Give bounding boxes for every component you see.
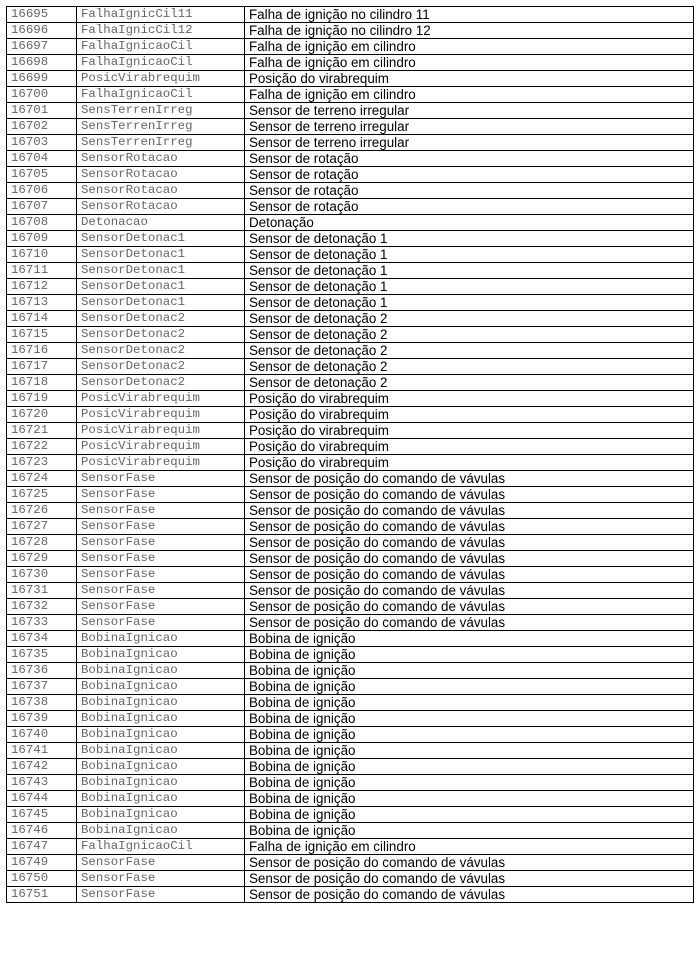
fault-description-cell: Bobina de ignição	[245, 807, 694, 823]
table-row	[7, 279, 694, 295]
table-row	[7, 775, 694, 791]
table-row	[7, 71, 694, 87]
fault-name-cell: FalhaIgnicaoCil	[77, 87, 245, 103]
fault-description-cell: Bobina de ignição	[245, 759, 694, 775]
fault-code-cell: 16719	[7, 391, 77, 407]
table-row	[7, 375, 694, 391]
fault-name-cell: SensorDetonac2	[77, 375, 245, 391]
fault-description-cell: Sensor de detonação 1	[245, 247, 694, 263]
fault-description-cell: Bobina de ignição	[245, 711, 694, 727]
fault-code-cell: 16710	[7, 247, 77, 263]
fault-name-cell: BobinaIgnicao	[77, 647, 245, 663]
fault-description-cell: Bobina de ignição	[245, 695, 694, 711]
table-row	[7, 151, 694, 167]
fault-name-cell: SensorFase	[77, 855, 245, 871]
table-row	[7, 471, 694, 487]
fault-code-cell: 16727	[7, 519, 77, 535]
fault-description-cell: Falha de ignição no cilindro 12	[245, 23, 694, 39]
table-row	[7, 759, 694, 775]
table-row	[7, 743, 694, 759]
fault-description-cell: Sensor de detonação 2	[245, 375, 694, 391]
fault-name-cell: PosicVirabrequim	[77, 407, 245, 423]
fault-code-cell: 16701	[7, 103, 77, 119]
table-row	[7, 679, 694, 695]
fault-description-cell: Sensor de posição do comando de vávulas	[245, 519, 694, 535]
fault-code-cell: 16741	[7, 743, 77, 759]
fault-name-cell: FalhaIgnicaoCil	[77, 839, 245, 855]
fault-name-cell: SensorFase	[77, 551, 245, 567]
fault-name-cell: SensorFase	[77, 871, 245, 887]
fault-name-cell: SensorDetonac1	[77, 231, 245, 247]
table-row	[7, 359, 694, 375]
table-row	[7, 439, 694, 455]
fault-code-cell: 16732	[7, 599, 77, 615]
fault-name-cell: PosicVirabrequim	[77, 455, 245, 471]
fault-name-cell: SensorFase	[77, 887, 245, 903]
fault-name-cell: SensorDetonac1	[77, 247, 245, 263]
fault-code-cell: 16697	[7, 39, 77, 55]
fault-description-cell: Sensor de rotação	[245, 183, 694, 199]
fault-name-cell: SensorRotacao	[77, 199, 245, 215]
fault-description-cell: Posição do virabrequim	[245, 439, 694, 455]
fault-name-cell: PosicVirabrequim	[77, 439, 245, 455]
fault-description-cell: Bobina de ignição	[245, 743, 694, 759]
table-row	[7, 391, 694, 407]
table-row	[7, 487, 694, 503]
fault-description-cell: Bobina de ignição	[245, 679, 694, 695]
fault-code-cell: 16744	[7, 791, 77, 807]
fault-code-cell: 16747	[7, 839, 77, 855]
fault-name-cell: BobinaIgnicao	[77, 663, 245, 679]
fault-description-cell: Bobina de ignição	[245, 791, 694, 807]
table-row	[7, 343, 694, 359]
fault-code-cell: 16749	[7, 855, 77, 871]
fault-description-cell: Sensor de rotação	[245, 167, 694, 183]
fault-description-cell: Sensor de detonação 2	[245, 327, 694, 343]
fault-name-cell: FalhaIgnicCil11	[77, 7, 245, 23]
fault-name-cell: SensTerrenIrreg	[77, 135, 245, 151]
table-row	[7, 807, 694, 823]
fault-description-cell: Bobina de ignição	[245, 647, 694, 663]
fault-code-cell: 16730	[7, 567, 77, 583]
table-row	[7, 295, 694, 311]
fault-code-cell: 16726	[7, 503, 77, 519]
fault-name-cell: Detonacao	[77, 215, 245, 231]
fault-name-cell: SensorRotacao	[77, 167, 245, 183]
fault-description-cell: Falha de ignição em cilindro	[245, 39, 694, 55]
table-row	[7, 55, 694, 71]
fault-name-cell: SensorDetonac2	[77, 311, 245, 327]
fault-description-cell: Falha de ignição no cilindro 11	[245, 7, 694, 23]
fault-code-cell: 16707	[7, 199, 77, 215]
fault-description-cell: Sensor de posição do comando de vávulas	[245, 887, 694, 903]
table-row	[7, 247, 694, 263]
fault-name-cell: BobinaIgnicao	[77, 743, 245, 759]
fault-description-cell: Bobina de ignição	[245, 663, 694, 679]
fault-description-cell: Sensor de rotação	[245, 151, 694, 167]
table-row	[7, 599, 694, 615]
fault-name-cell: BobinaIgnicao	[77, 823, 245, 839]
fault-description-cell: Posição do virabrequim	[245, 455, 694, 471]
fault-name-cell: SensorFase	[77, 567, 245, 583]
fault-name-cell: BobinaIgnicao	[77, 631, 245, 647]
fault-code-rows	[7, 7, 694, 903]
fault-code-cell: 16698	[7, 55, 77, 71]
table-row	[7, 7, 694, 23]
table-row	[7, 615, 694, 631]
table-row	[7, 887, 694, 903]
fault-code-cell: 16703	[7, 135, 77, 151]
fault-name-cell: SensorFase	[77, 487, 245, 503]
fault-description-cell: Sensor de rotação	[245, 199, 694, 215]
table-row	[7, 23, 694, 39]
fault-code-cell: 16708	[7, 215, 77, 231]
fault-name-cell: BobinaIgnicao	[77, 695, 245, 711]
fault-description-cell: Sensor de posição do comando de vávulas	[245, 871, 694, 887]
fault-code-cell: 16705	[7, 167, 77, 183]
fault-code-cell: 16721	[7, 423, 77, 439]
fault-description-cell: Posição do virabrequim	[245, 407, 694, 423]
fault-name-cell: BobinaIgnicao	[77, 807, 245, 823]
table-row	[7, 135, 694, 151]
table-row	[7, 199, 694, 215]
fault-name-cell: SensorFase	[77, 615, 245, 631]
fault-code-cell: 16699	[7, 71, 77, 87]
fault-description-cell: Sensor de posição do comando de vávulas	[245, 471, 694, 487]
table-row	[7, 631, 694, 647]
fault-description-cell: Sensor de posição do comando de vávulas	[245, 487, 694, 503]
table-row	[7, 311, 694, 327]
table-row	[7, 119, 694, 135]
table-row	[7, 855, 694, 871]
fault-code-cell: 16718	[7, 375, 77, 391]
fault-code-cell: 16712	[7, 279, 77, 295]
table-row	[7, 455, 694, 471]
fault-code-cell: 16717	[7, 359, 77, 375]
fault-description-cell: Sensor de terreno irregular	[245, 103, 694, 119]
fault-code-cell: 16706	[7, 183, 77, 199]
fault-code-cell: 16714	[7, 311, 77, 327]
fault-description-cell: Bobina de ignição	[245, 631, 694, 647]
fault-description-cell: Bobina de ignição	[245, 775, 694, 791]
table-row	[7, 87, 694, 103]
fault-description-cell: Sensor de terreno irregular	[245, 119, 694, 135]
table-row	[7, 407, 694, 423]
fault-code-cell: 16736	[7, 663, 77, 679]
table-row	[7, 103, 694, 119]
fault-description-cell: Sensor de terreno irregular	[245, 135, 694, 151]
fault-description-cell: Falha de ignição em cilindro	[245, 87, 694, 103]
fault-code-cell: 16733	[7, 615, 77, 631]
fault-name-cell: SensorFase	[77, 519, 245, 535]
fault-name-cell: SensorDetonac1	[77, 279, 245, 295]
fault-name-cell: SensorFase	[77, 583, 245, 599]
fault-name-cell: FalhaIgnicCil12	[77, 23, 245, 39]
fault-code-cell: 16745	[7, 807, 77, 823]
fault-code-cell: 16723	[7, 455, 77, 471]
fault-description-cell: Sensor de posição do comando de vávulas	[245, 567, 694, 583]
fault-name-cell: SensorRotacao	[77, 151, 245, 167]
table-row	[7, 663, 694, 679]
fault-description-cell: Sensor de posição do comando de vávulas	[245, 599, 694, 615]
fault-code-cell: 16725	[7, 487, 77, 503]
fault-name-cell: PosicVirabrequim	[77, 71, 245, 87]
fault-description-cell: Sensor de detonação 1	[245, 231, 694, 247]
fault-code-cell: 16702	[7, 119, 77, 135]
table-row	[7, 503, 694, 519]
fault-name-cell: BobinaIgnicao	[77, 791, 245, 807]
fault-description-cell: Sensor de posição do comando de vávulas	[245, 535, 694, 551]
table-row	[7, 231, 694, 247]
fault-name-cell: SensTerrenIrreg	[77, 119, 245, 135]
fault-name-cell: SensorDetonac2	[77, 327, 245, 343]
fault-code-cell: 16740	[7, 727, 77, 743]
table-row	[7, 711, 694, 727]
fault-code-cell: 16695	[7, 7, 77, 23]
fault-name-cell: SensorDetonac2	[77, 359, 245, 375]
fault-name-cell: BobinaIgnicao	[77, 679, 245, 695]
fault-description-cell: Posição do virabrequim	[245, 391, 694, 407]
fault-description-cell: Sensor de posição do comando de vávulas	[245, 551, 694, 567]
fault-name-cell: SensorFase	[77, 535, 245, 551]
table-row	[7, 791, 694, 807]
table-row	[7, 535, 694, 551]
fault-description-cell: Sensor de posição do comando de vávulas	[245, 503, 694, 519]
fault-description-cell: Falha de ignição em cilindro	[245, 839, 694, 855]
fault-description-cell: Sensor de detonação 1	[245, 279, 694, 295]
fault-code-cell: 16715	[7, 327, 77, 343]
fault-code-cell: 16746	[7, 823, 77, 839]
fault-code-cell: 16720	[7, 407, 77, 423]
table-row	[7, 823, 694, 839]
fault-description-cell: Sensor de posição do comando de vávulas	[245, 855, 694, 871]
fault-name-cell: SensorFase	[77, 599, 245, 615]
fault-code-table	[6, 6, 694, 903]
fault-name-cell: BobinaIgnicao	[77, 711, 245, 727]
fault-description-cell: Falha de ignição em cilindro	[245, 55, 694, 71]
fault-name-cell: SensorFase	[77, 471, 245, 487]
fault-code-cell: 16722	[7, 439, 77, 455]
table-row	[7, 167, 694, 183]
fault-code-cell: 16742	[7, 759, 77, 775]
fault-code-cell: 16751	[7, 887, 77, 903]
fault-code-cell: 16739	[7, 711, 77, 727]
fault-name-cell: SensorDetonac1	[77, 263, 245, 279]
fault-description-cell: Sensor de detonação 1	[245, 263, 694, 279]
fault-code-cell: 16743	[7, 775, 77, 791]
fault-description-cell: Sensor de detonação 2	[245, 311, 694, 327]
table-row	[7, 727, 694, 743]
fault-description-cell: Posição do virabrequim	[245, 71, 694, 87]
table-row	[7, 423, 694, 439]
fault-name-cell: SensorFase	[77, 503, 245, 519]
table-row	[7, 215, 694, 231]
table-row	[7, 695, 694, 711]
fault-description-cell: Posição do virabrequim	[245, 423, 694, 439]
fault-code-cell: 16750	[7, 871, 77, 887]
table-row	[7, 183, 694, 199]
fault-code-cell: 16731	[7, 583, 77, 599]
fault-description-cell: Sensor de detonação 1	[245, 295, 694, 311]
fault-name-cell: FalhaIgnicaoCil	[77, 39, 245, 55]
fault-name-cell: SensTerrenIrreg	[77, 103, 245, 119]
table-row	[7, 647, 694, 663]
fault-code-cell: 16738	[7, 695, 77, 711]
fault-code-cell: 16728	[7, 535, 77, 551]
fault-code-cell: 16737	[7, 679, 77, 695]
table-row	[7, 327, 694, 343]
fault-code-cell: 16704	[7, 151, 77, 167]
fault-code-cell: 16724	[7, 471, 77, 487]
fault-code-cell: 16734	[7, 631, 77, 647]
fault-description-cell: Sensor de detonação 2	[245, 359, 694, 375]
table-row	[7, 871, 694, 887]
table-row	[7, 583, 694, 599]
table-row	[7, 551, 694, 567]
fault-name-cell: FalhaIgnicaoCil	[77, 55, 245, 71]
table-row	[7, 519, 694, 535]
fault-description-cell: Bobina de ignição	[245, 823, 694, 839]
fault-name-cell: PosicVirabrequim	[77, 391, 245, 407]
fault-code-cell: 16729	[7, 551, 77, 567]
fault-name-cell: PosicVirabrequim	[77, 423, 245, 439]
fault-description-cell: Bobina de ignição	[245, 727, 694, 743]
fault-name-cell: BobinaIgnicao	[77, 727, 245, 743]
table-row	[7, 839, 694, 855]
fault-name-cell: SensorDetonac2	[77, 343, 245, 359]
table-row	[7, 39, 694, 55]
fault-code-cell: 16700	[7, 87, 77, 103]
fault-code-cell: 16711	[7, 263, 77, 279]
fault-description-cell: Sensor de detonação 2	[245, 343, 694, 359]
table-row	[7, 567, 694, 583]
fault-description-cell: Detonação	[245, 215, 694, 231]
fault-name-cell: SensorRotacao	[77, 183, 245, 199]
fault-description-cell: Sensor de posição do comando de vávulas	[245, 615, 694, 631]
fault-code-cell: 16709	[7, 231, 77, 247]
fault-code-cell: 16735	[7, 647, 77, 663]
fault-description-cell: Sensor de posição do comando de vávulas	[245, 583, 694, 599]
fault-code-cell: 16713	[7, 295, 77, 311]
fault-name-cell: BobinaIgnicao	[77, 759, 245, 775]
table-row	[7, 263, 694, 279]
fault-name-cell: BobinaIgnicao	[77, 775, 245, 791]
fault-code-cell: 16696	[7, 23, 77, 39]
fault-code-cell: 16716	[7, 343, 77, 359]
fault-name-cell: SensorDetonac1	[77, 295, 245, 311]
